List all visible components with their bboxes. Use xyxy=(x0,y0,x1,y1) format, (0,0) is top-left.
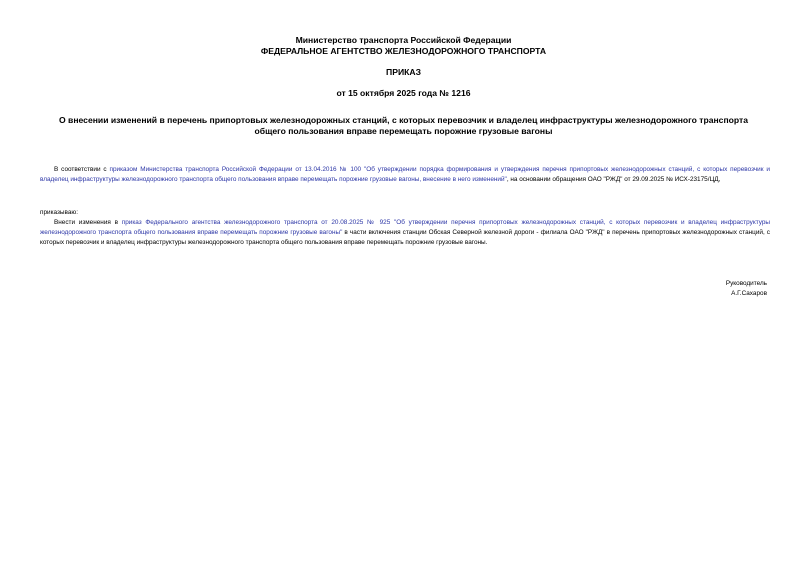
agency-order-link[interactable]: приказ Федерального агентства железнодорожного транспорта от 20.08.2025 № 925 "Об утверждении перечня припортовых железнодорожных станций, с которых перевозчик и владелец инфраструктуры железнодорожного транспорта общего пользования вправе перемещать порожние грузовые вагоны" xyxy=(40,219,770,236)
paragraph-basis xyxy=(40,165,770,185)
document-title: О внесении изменений в перечень припортовых железнодорожных станций, с которых перевозчик и владелец инфраструктуры железнодорожного транспорта общего пользования вправе перемещать порожние грузовые вагоны xyxy=(58,115,749,136)
document-type: ПРИКАЗ xyxy=(386,67,421,77)
order-keyword: приказываю: xyxy=(40,209,78,216)
signatory-name: А.Г.Сахаров xyxy=(731,290,767,297)
paragraph-order-suffix: в части включения станции Обская Северной железной дороги - филиала ОАО "РЖД" в перечень припортовых железнодорожных станций, с которых перевозчик и владелец инфраструктуры железнодорожного транспорта общего пользования вправе перемещать порожние грузовые вагоны. xyxy=(40,229,770,246)
paragraph-basis-suffix: , на основании обращения ОАО "РЖД" от 29.09.2025 № ИСХ-23175/ЦД, xyxy=(506,176,721,183)
paragraph-order xyxy=(40,218,770,248)
agency-name: ФЕДЕРАЛЬНОЕ АГЕНТСТВО ЖЕЛЕЗНОДОРОЖНОГО ТРАНСПОРТА xyxy=(260,46,547,56)
document-date-number: от 15 октября 2025 года № 1216 xyxy=(336,88,471,98)
paragraph-order-prefix: Внести изменения в xyxy=(54,219,122,226)
signatory-role: Руководитель xyxy=(725,280,767,287)
ministry-order-link[interactable]: приказом Министерства транспорта Российской Федерации от 13.04.2016 № 100 "Об утверждении порядка формирования и утверждения перечня припортовых железнодорожных станций, с которых перевозчик и владелец инфраструктуры железнодорожного транспорта общего пользования вправе перемещать порожние грузовые вагоны, внесение в него изменений" xyxy=(40,166,770,183)
ministry-name: Министерство транспорта Российской Федерации xyxy=(295,35,512,45)
paragraph-basis-prefix: В соответствии с xyxy=(54,166,110,173)
